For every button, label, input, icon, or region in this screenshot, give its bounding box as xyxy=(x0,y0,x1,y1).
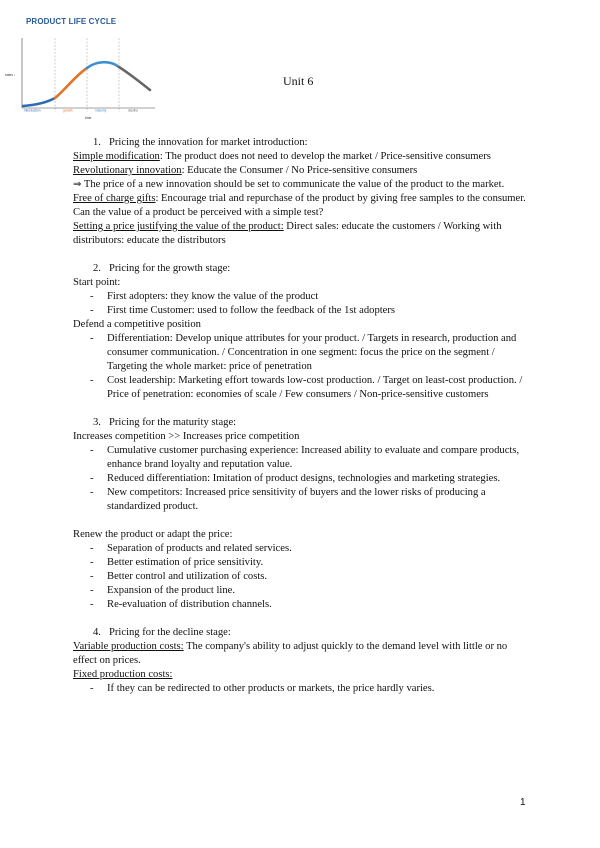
paragraph-variable-costs: Variable production costs: The company's ability to adjust quickly to the demand level with little or no effect on prices. xyxy=(73,641,508,666)
list-item: - New competitors: Increased price sensitivity of buyers and the lower risks of producing a standardized product. xyxy=(73,486,528,514)
subheading: Renew the product or adapt the price: xyxy=(73,529,233,540)
section-heading: 2. Pricing for the growth stage: xyxy=(93,263,231,274)
subheading: Fixed production costs: xyxy=(73,669,173,680)
list-item: - Better estimation of price sensitivity. xyxy=(73,556,528,570)
stage-label-growth: growth xyxy=(63,108,73,113)
list-item: - Cost leadership: Marketing effort towards low-cost production. / Target on least-cost production. / Price of penetration: economies of scale / Few consumers / Non-price-sensitive customers xyxy=(73,374,528,402)
list-item: - Re-evaluation of distribution channels. xyxy=(73,598,528,612)
growth-curve xyxy=(55,68,87,98)
maturity-curve xyxy=(87,62,119,68)
product-life-cycle-chart xyxy=(0,8,175,126)
x-axis-label: time xyxy=(85,116,92,120)
paragraph-revolutionary-innovation: Revolutionary innovation: Educate the Consumer / No Price-sensitive consumers xyxy=(73,165,418,176)
section-heading: 3. Pricing for the maturity stage: xyxy=(93,417,237,428)
section-heading: 4. Pricing for the decline stage: xyxy=(93,627,231,638)
paragraph-free-gifts: Free of charge gifts: Encourage trial and repurchase of the product by giving free samples to the consumer. Can the value of a product be perceived with a simple test? xyxy=(73,193,526,218)
paragraph-setting-price: Setting a price justifying the value of the product: Direct sales: educate the customers / Working with distributors: educate the distributors xyxy=(73,221,502,246)
introduction-curve xyxy=(23,98,55,106)
list-item: - If they can be redirected to other products or markets, the price hardly varies. xyxy=(73,682,528,696)
paragraph-innovation-price: ⇒ The price of a new innovation should be set to communicate the value of the product to the market. xyxy=(73,179,505,190)
subheading: Defend a competitive position xyxy=(73,319,201,330)
list-item: - Expansion of the product line. xyxy=(73,584,528,598)
list-item: - Reduced differentiation: Imitation of product designs, technologies and marketing strategies. xyxy=(73,472,528,486)
document-body xyxy=(73,136,528,696)
list-item: - First time Customer: used to follow the feedback of the 1st adopters xyxy=(73,304,528,318)
list-item: - Separation of products and related services. xyxy=(73,542,528,556)
chart-graphic xyxy=(0,8,175,126)
arrow-icon: ⇒ xyxy=(73,179,82,190)
section-heading: 1. Pricing the innovation for market introduction: xyxy=(93,137,308,148)
list-item: - First adopters: they know the value of the product xyxy=(73,290,528,304)
list-item: - Cumulative customer purchasing experience: Increased ability to evaluate and compare products, enhance brand loyalty and reputation value. xyxy=(73,444,528,472)
y-axis-label: sales ↑ xyxy=(5,73,16,77)
stage-label-maturity: maturity xyxy=(95,108,107,113)
stage-label-decline: decline xyxy=(128,108,139,113)
subheading: Start point: xyxy=(73,277,121,288)
stage-label-introduction: introduction xyxy=(24,108,41,113)
subheading: Increases competition >> Increases price competition xyxy=(73,431,300,442)
list-item: - Differentiation: Develop unique attributes for your product. / Targets in research, production and consumer communication. / Concentration in one segment: focus the price on the segment / Targeting the whole market: price of penetration xyxy=(73,332,528,374)
list-item: - Better control and utilization of costs. xyxy=(73,570,528,584)
page-number: 1 xyxy=(520,797,526,808)
decline-curve xyxy=(119,67,150,90)
chart-title: PRODUCT LIFE CYCLE xyxy=(26,17,117,26)
paragraph-simple-modification: Simple modification: The product does not need to develop the market / Price-sensitive consumers xyxy=(73,151,491,162)
unit-title: Unit 6 xyxy=(283,74,314,88)
